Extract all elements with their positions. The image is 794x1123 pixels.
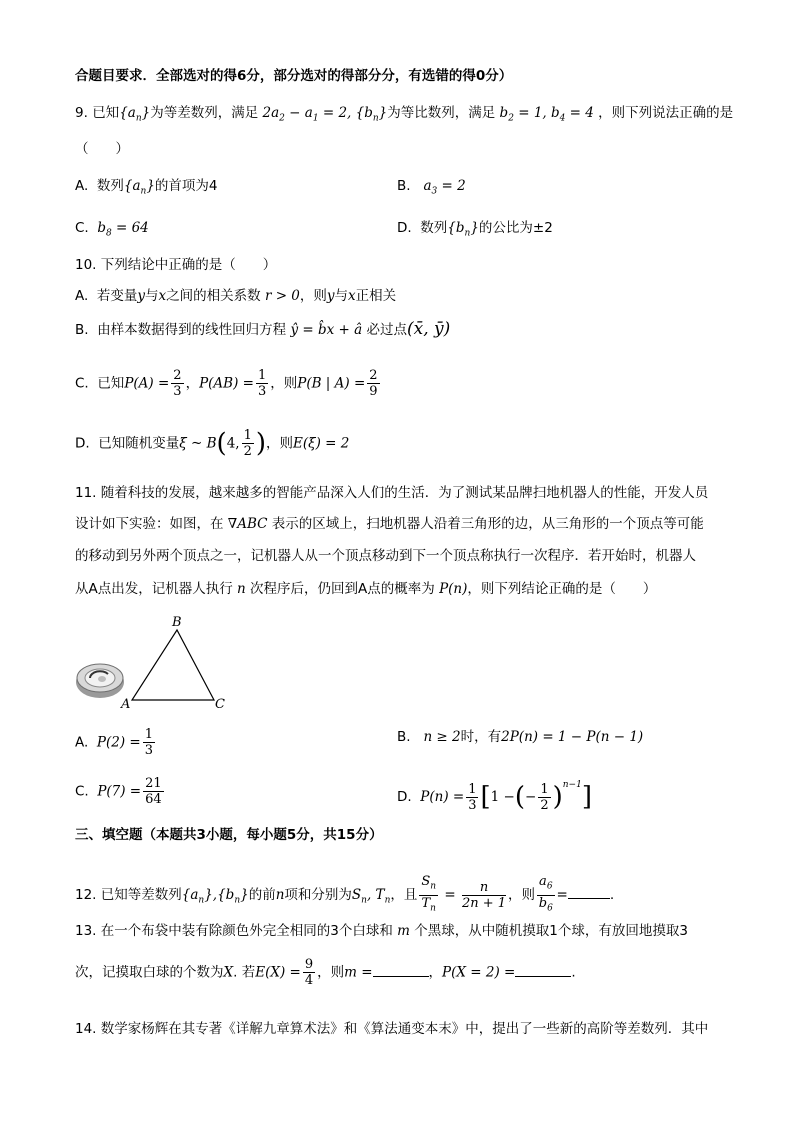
q11-text: 表示的区域上，扫地机器人沿着三角形的边，从三角形的一个顶点等可能 xyxy=(271,516,704,532)
q10-option-a: A. 若变量y与x之间的相关系数 r > 0，则y与x正相关 xyxy=(75,288,397,304)
answer-blank-m[interactable] xyxy=(373,964,429,977)
option-text: 的首项为4 xyxy=(154,178,218,194)
option-text: ，则 xyxy=(270,375,298,392)
q11-line-3: 的移动到另外两个顶点之一，记机器人从一个顶点移动到下一个顶点称执行一次程序．若开始时，机器人 xyxy=(75,548,696,564)
q9-text-c: 为等比数列，满足 xyxy=(387,105,496,121)
q11-line-2: 设计如下实验：如图，在 ∇ABC 表示的区域上，扫地机器人沿着三角形的边，从三角形的一个顶点等可能 xyxy=(75,516,704,532)
option-label: B. xyxy=(397,178,411,194)
answer-blank[interactable] xyxy=(568,886,610,899)
triangle-figure xyxy=(72,612,242,712)
q14-line-1: 14. 数学家杨辉在其专著《详解九章算术法》和《算法通变本末》中，提出了一些新的高阶等差数列．其中 xyxy=(75,1021,709,1037)
q11-option-b: B. n ≥ 2时，有2P(n) = 1 − P(n − 1) xyxy=(397,729,644,745)
q11-text: ，则下列结论正确的是（ ） xyxy=(467,581,657,597)
q9-text-b: 为等差数列，满足 xyxy=(150,105,259,121)
math-b8: $b_8 = 64$ xyxy=(97,220,149,239)
section-note: 合题目要求．全部选对的得6分，部分选对的得部分分，有选错的得0分） xyxy=(75,68,513,84)
option-text: 数列 xyxy=(420,220,448,236)
robot-vacuum-icon xyxy=(76,664,124,698)
option-text: 与 xyxy=(145,288,159,304)
vertex-b-label: B xyxy=(172,615,182,630)
vertex-a-label: A xyxy=(121,697,131,712)
math-an: $\{a_n\}$ xyxy=(123,178,155,197)
q9-option-d xyxy=(397,219,553,243)
option-label: C. xyxy=(75,375,89,392)
math-a3: $a_3 = 2$ xyxy=(423,178,466,197)
q10-stem: 10. 下列结论中正确的是（ ） xyxy=(75,257,277,273)
q9-stem xyxy=(75,104,733,128)
option-text: 与 xyxy=(334,288,349,304)
option-label: C. xyxy=(75,783,89,800)
q9-option-a xyxy=(75,177,218,201)
q13-line-1: 13. 在一个布袋中装有除颜色外完全相同的3个白球和 m 个黑球，从中随机摸取1个球，有放回地摸取3 xyxy=(75,923,688,939)
q9-paren: （ ） xyxy=(75,141,129,157)
q11-option-c: C. P(7) = $\frac{21}{64}$ xyxy=(75,776,162,807)
q12-text: 项和分别为 xyxy=(284,887,352,904)
q11-option-d: D. P(n) = $\frac{1}{3}$ [1 −(− $\frac{1}{2}$ )$^{n-1}$] xyxy=(397,780,592,813)
q13-text: . 若 xyxy=(233,964,256,981)
q9-number: 9. xyxy=(75,105,88,121)
option-text: 时，有 xyxy=(460,729,502,745)
option-text: 必过点 xyxy=(366,322,407,338)
q11-option-a: A. P(2) = $\frac{1}{3}$ xyxy=(75,727,153,758)
math-bn: $\{b_n\}$ xyxy=(447,220,479,239)
option-label: D. xyxy=(397,220,412,236)
q11-line-4: 从A点出发，记机器人执行 n 次程序后，仍回到A点的概率为 P(n)，则下列结论正确的是（ ） xyxy=(75,581,657,597)
option-text: 正相关 xyxy=(355,288,397,304)
q9-text-a: 已知 xyxy=(92,105,120,121)
q10-option-d: D. 已知随机变量ξ ~ B(4, $\frac{1}{2}$ )，则E(ξ) = 2 xyxy=(75,428,350,459)
q13-text: ，则 xyxy=(317,964,345,981)
option-label: D. xyxy=(75,435,90,452)
option-text: ，则 xyxy=(299,288,327,304)
option-label: D. xyxy=(397,789,412,805)
option-text: 的公比为±2 xyxy=(478,220,553,236)
q12-text: 12. 已知等差数列 xyxy=(75,887,182,904)
answer-blank-p[interactable] xyxy=(515,964,571,977)
q12-text: 的前 xyxy=(248,887,276,904)
option-text: ，则 xyxy=(266,435,294,452)
q10-option-b: B. 由样本数据得到的线性回归方程 ŷ = b̂x + â 必过点(x̄, ȳ) xyxy=(75,319,451,339)
q9-text-d: ，则下列说法正确的是 xyxy=(598,105,734,121)
option-label: B. xyxy=(397,729,411,745)
option-text: 数列 xyxy=(96,178,124,194)
option-text: 已知随机变量 xyxy=(98,435,180,452)
option-label: A. xyxy=(75,178,89,194)
q11-line-1: 11. 随着科技的发展，越来越多的智能产品深入人们的生活．为了测试某品牌扫地机器人的性能，开发人员 xyxy=(75,485,709,501)
q12-stem: 12. 已知等差数列$\{a_n\},\{b_n\}$的前n项和分别为$S_n$, $T_n$，且 $\frac{S_n}{T_n}$ = $\frac{n}{2n + 1}$ ，则 $\frac{a_6}{b_6}$ = . xyxy=(75,874,615,914)
q11-text: 设计如下实验：如图，在 xyxy=(75,516,224,532)
option-text: 若变量 xyxy=(96,288,138,304)
option-text: 之间的相关系数 xyxy=(166,288,261,304)
option-text: 已知 xyxy=(97,375,125,392)
q13-text: 次，记摸取白球的个数为 xyxy=(75,964,224,981)
q13-text: 13. 在一个布袋中装有除颜色外完全相同的3个白球和 xyxy=(75,923,393,939)
q9-option-b xyxy=(397,177,466,201)
option-label: A. xyxy=(75,734,89,751)
q11-text: 次程序后，仍回到A点的概率为 xyxy=(250,581,435,597)
q10-option-c: C. 已知P(A) = $\frac{2}{3}$ ，P(AB) = $\frac{1}{3}$ ，则P(B | A) = $\frac{2}{9}$ xyxy=(75,368,378,399)
math-condition-a: $2a_2 - a_1 = 2$, $\{b_n\}$ xyxy=(258,105,388,124)
q13-line-2: 次，记摸取白球的个数为X. 若E(X) = $\frac{9}{4}$ ，则m = ，P(X = 2) = . xyxy=(75,957,576,988)
triangle-abc xyxy=(132,630,214,700)
section-3-title: 三、填空题（本题共3小题，每小题5分，共15分） xyxy=(75,827,383,843)
option-label: A. xyxy=(75,288,89,304)
q9-option-c xyxy=(75,219,149,243)
vertex-c-label: C xyxy=(215,697,225,712)
option-text: 由样本数据得到的线性回归方程 xyxy=(97,322,287,338)
option-label: B. xyxy=(75,322,89,338)
math-an: $\{a_n\}$ xyxy=(119,105,151,124)
q12-text: ，且 xyxy=(390,887,418,904)
q13-text: 个黑球，从中随机摸取1个球，有放回地摸取3 xyxy=(414,923,688,939)
math-condition-b: $b_2 = 1$, $b_4 = 4$ xyxy=(495,105,599,124)
option-label: C. xyxy=(75,220,89,236)
q11-text: 从A点出发，记机器人执行 xyxy=(75,581,233,597)
q12-text: ，则 xyxy=(508,887,536,904)
